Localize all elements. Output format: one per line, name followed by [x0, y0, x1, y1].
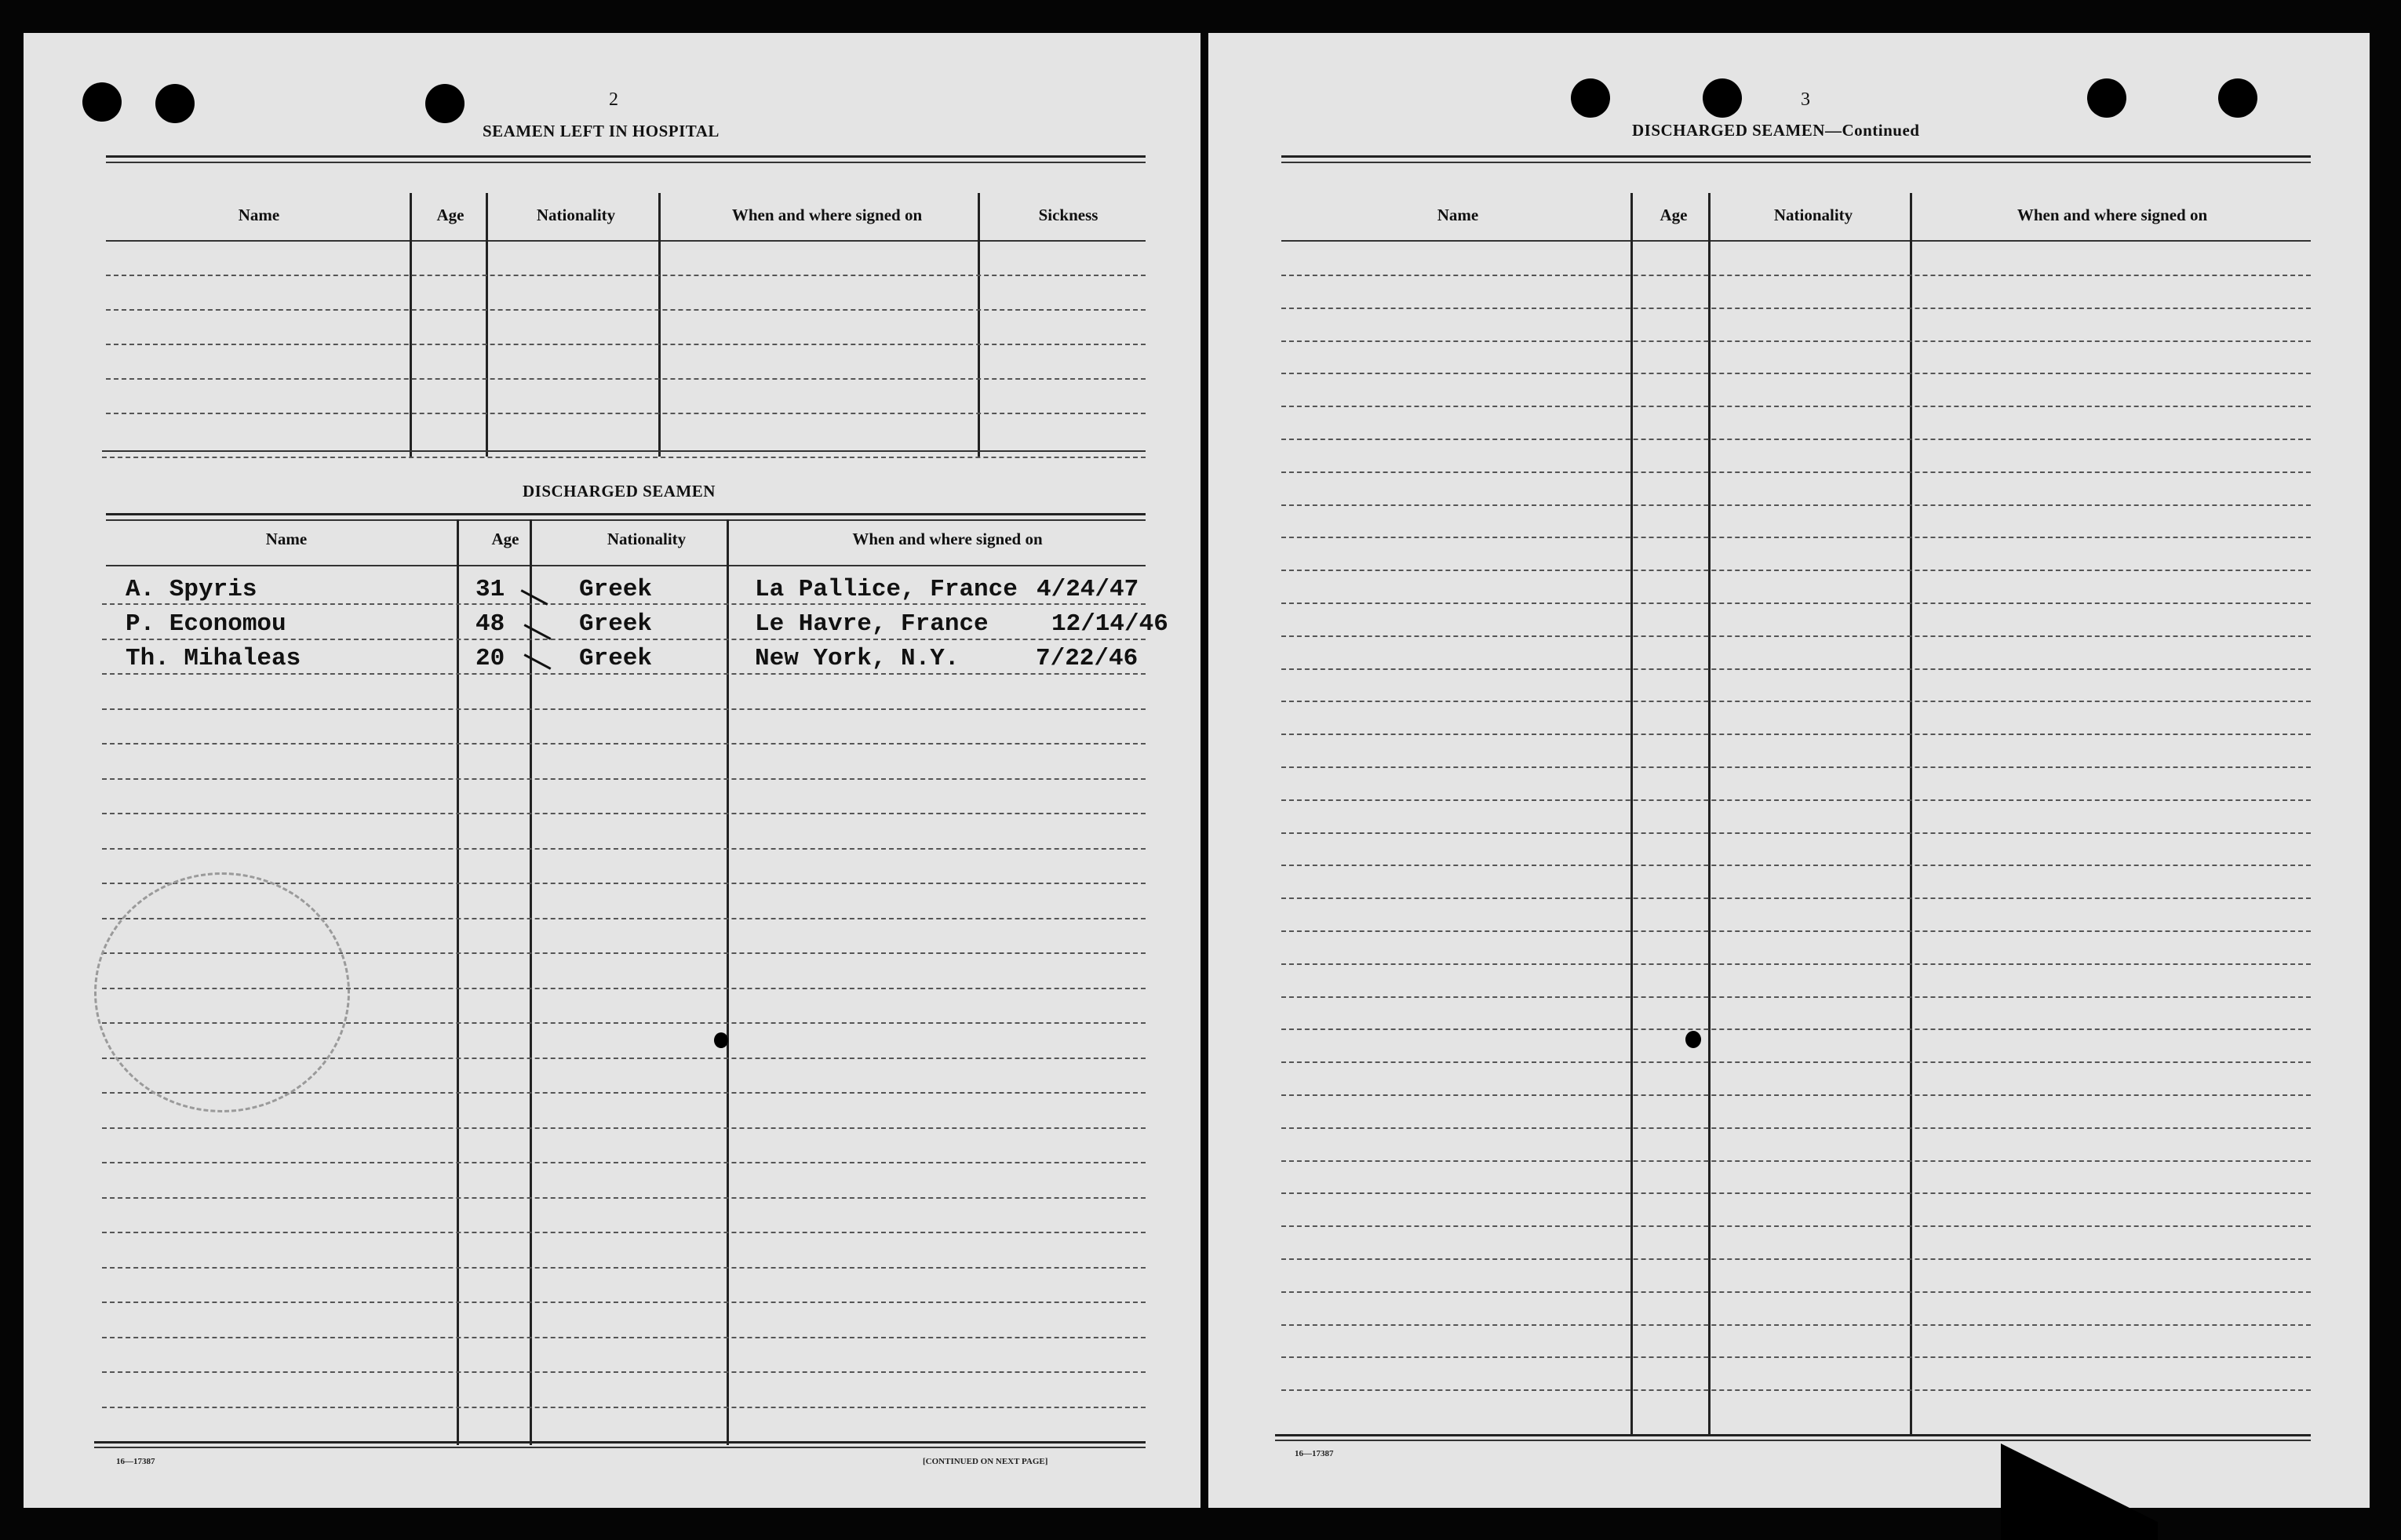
table-rule: [106, 162, 1146, 163]
row-line: [1281, 603, 2311, 604]
ink-blot: [1685, 1031, 1701, 1048]
row-line: [1281, 635, 2311, 637]
continued-note: [CONTINUED ON NEXT PAGE]: [923, 1457, 1048, 1466]
row-line: [102, 1407, 1146, 1408]
row-line: [102, 813, 1146, 814]
row-line: [102, 603, 1146, 605]
header-rule: [1281, 240, 2311, 242]
table-rule: [94, 1447, 1146, 1448]
column-divider: [658, 193, 661, 457]
discharged-header-signed-on: When and where signed on: [852, 530, 1043, 548]
table-rule: [102, 450, 1146, 452]
row-line: [1281, 1291, 2311, 1293]
row-line: [102, 1197, 1146, 1199]
row-line: [102, 639, 1146, 640]
hospital-header-name: Name: [238, 206, 280, 224]
discharged-section-title: DISCHARGED SEAMEN: [523, 482, 716, 501]
section-title-suffix: —Continued: [1824, 121, 1920, 140]
row-line: [1281, 340, 2311, 342]
left-page: [24, 33, 1200, 1508]
right-header-age: Age: [1660, 206, 1688, 224]
form-number: 16—17387: [116, 1457, 155, 1466]
row-line: [1281, 1258, 2311, 1260]
row-line: [102, 1162, 1146, 1163]
faint-stamp: [94, 872, 350, 1112]
row-line: [1281, 897, 2311, 899]
row-line: [102, 1127, 1146, 1129]
row-line: [1281, 373, 2311, 374]
row-line: [106, 344, 1146, 345]
punch-hole: [425, 84, 465, 123]
seaman-nationality: Greek: [579, 610, 653, 638]
seaman-signed-on-place: Le Havre, France: [755, 610, 989, 638]
seaman-name: Th. Mihaleas: [126, 645, 301, 672]
column-divider: [1910, 193, 1912, 1434]
right-header-name: Name: [1437, 206, 1479, 224]
column-divider: [410, 193, 412, 457]
table-rule: [106, 155, 1146, 158]
discharged-header-name: Name: [265, 530, 308, 548]
seaman-signed-on-date: 12/14/46: [1051, 610, 1168, 638]
seaman-signed-on-place: La Pallice, France: [755, 576, 1018, 603]
row-line: [1281, 930, 2311, 932]
row-line: [1281, 406, 2311, 407]
punch-hole: [82, 82, 122, 122]
row-line: [106, 378, 1146, 380]
punch-hole: [2087, 78, 2126, 118]
hospital-header-signed-on: When and where signed on: [731, 206, 923, 224]
seaman-name: A. Spyris: [126, 576, 257, 603]
hospital-section-title: SEAMEN LEFT IN HOSPITAL: [483, 122, 720, 140]
row-line: [1281, 1094, 2311, 1096]
row-line: [1281, 1061, 2311, 1063]
row-line: [1281, 799, 2311, 801]
row-line: [1281, 832, 2311, 834]
table-rule: [106, 513, 1146, 515]
page-number: 3: [1801, 89, 1810, 110]
scan-corner-shadow: [2001, 1436, 2158, 1540]
punch-hole: [2218, 78, 2257, 118]
seaman-name: P. Economou: [126, 610, 286, 638]
continued-section-title: [1632, 121, 1919, 140]
header-rule: [106, 565, 1146, 566]
header-rule: [106, 240, 1146, 242]
row-line: [102, 673, 1146, 675]
row-line: [1281, 1127, 2311, 1129]
punch-hole: [155, 84, 195, 123]
row-line: [102, 1267, 1146, 1269]
seaman-age: 31: [475, 576, 505, 603]
row-line: [1281, 865, 2311, 866]
table-rule: [1281, 162, 2311, 163]
punch-hole: [1703, 78, 1742, 118]
row-line: [106, 413, 1146, 414]
right-header-nationality: Nationality: [1773, 206, 1853, 224]
row-line: [1281, 570, 2311, 571]
row-line: [1281, 1192, 2311, 1194]
row-line: [1281, 1028, 2311, 1030]
row-line: [1281, 734, 2311, 735]
row-line: [106, 309, 1146, 311]
row-line: [102, 1371, 1146, 1373]
seaman-age: 20: [475, 645, 505, 672]
hospital-header-sickness: Sickness: [1038, 206, 1098, 224]
row-line: [1281, 1160, 2311, 1162]
row-line: [1281, 1356, 2311, 1358]
row-line: [1281, 701, 2311, 702]
hospital-header-nationality: Nationality: [536, 206, 616, 224]
row-line: [1281, 668, 2311, 670]
row-line: [1281, 308, 2311, 309]
table-rule: [106, 519, 1146, 521]
seaman-age: 48: [475, 610, 505, 638]
row-line: [1281, 1225, 2311, 1227]
column-divider: [727, 519, 729, 1445]
section-title-text: DISCHARGED SEAMEN: [1632, 121, 1825, 140]
page-number: 2: [609, 89, 618, 110]
hospital-header-age: Age: [436, 206, 465, 224]
seaman-signed-on-place: New York, N.Y.: [755, 645, 960, 672]
row-line: [1281, 504, 2311, 506]
row-line: [102, 1232, 1146, 1233]
ink-blot: [714, 1032, 728, 1048]
row-line: [102, 708, 1146, 710]
form-number: 16—17387: [1295, 1449, 1334, 1458]
punch-hole: [1571, 78, 1610, 118]
row-line: [1281, 963, 2311, 965]
table-rule: [102, 457, 1146, 458]
row-line: [102, 848, 1146, 850]
row-line: [106, 275, 1146, 276]
discharged-header-nationality: Nationality: [607, 530, 687, 548]
discharged-header-age: Age: [491, 530, 519, 548]
table-rule: [94, 1441, 1146, 1444]
row-line: [1281, 766, 2311, 768]
right-page: [1208, 33, 2370, 1508]
row-line: [1281, 996, 2311, 998]
column-divider: [486, 193, 488, 457]
seaman-nationality: Greek: [579, 576, 653, 603]
row-line: [1281, 537, 2311, 538]
row-line: [1281, 275, 2311, 276]
right-header-signed-on: When and where signed on: [2017, 206, 2208, 224]
table-rule: [1281, 155, 2311, 158]
row-line: [102, 1302, 1146, 1303]
row-line: [1281, 471, 2311, 473]
check-mark: [524, 653, 552, 669]
row-line: [1281, 1389, 2311, 1391]
row-line: [1281, 1324, 2311, 1326]
column-divider: [1630, 193, 1633, 1434]
seaman-nationality: Greek: [579, 645, 653, 672]
column-divider: [978, 193, 980, 457]
row-line: [102, 1337, 1146, 1338]
row-line: [102, 743, 1146, 745]
seaman-signed-on-date: 7/22/46: [1036, 645, 1139, 672]
seaman-signed-on-date: 4/24/47: [1037, 576, 1139, 603]
row-line: [102, 778, 1146, 780]
row-line: [1281, 439, 2311, 440]
column-divider: [457, 519, 459, 1445]
column-divider: [1708, 193, 1711, 1434]
